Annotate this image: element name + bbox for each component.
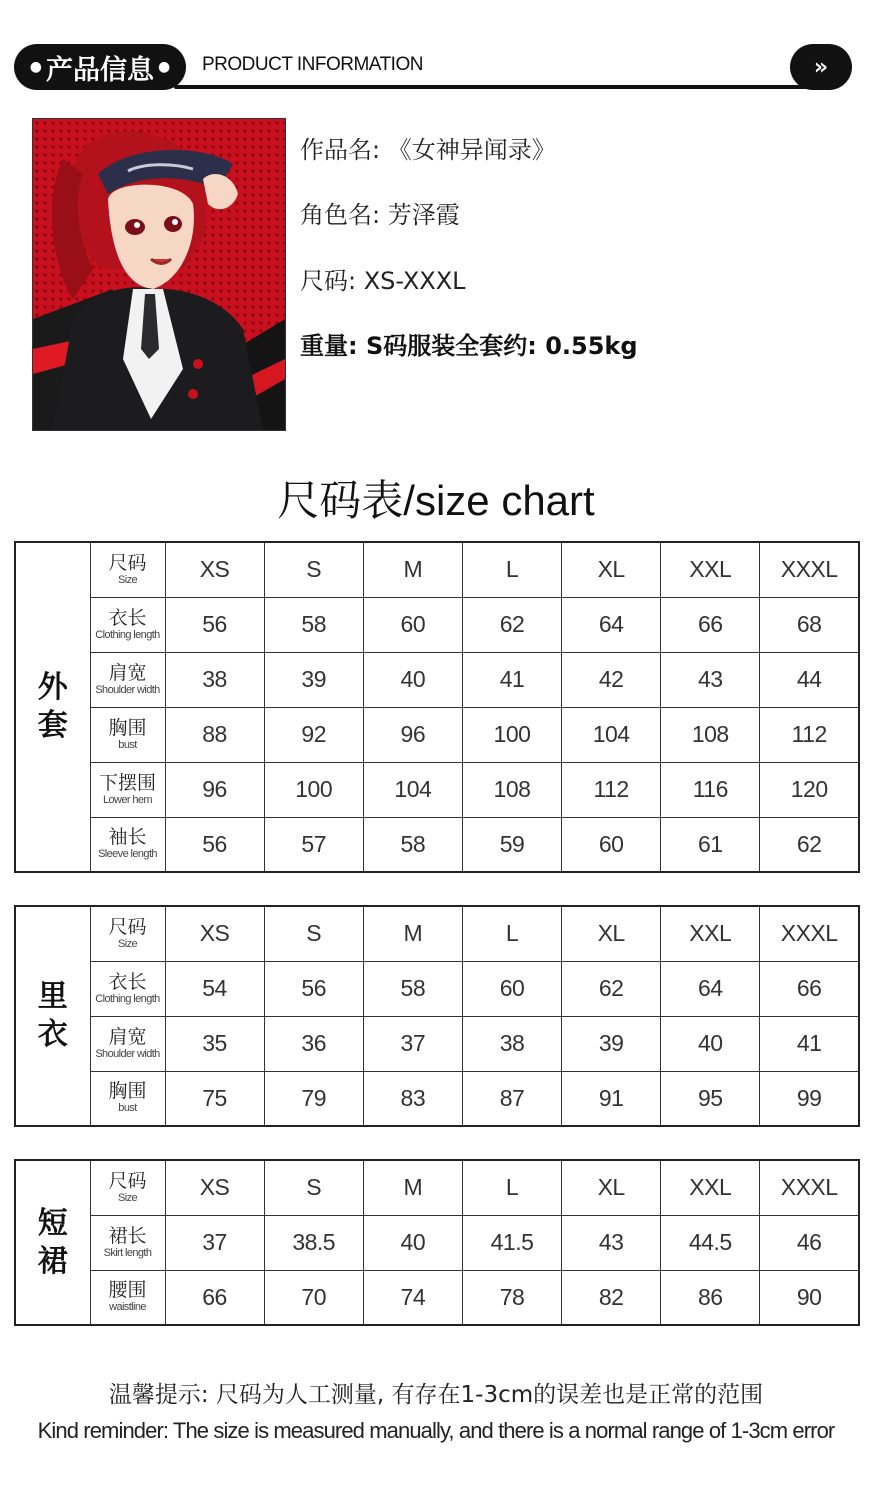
table-row bbox=[15, 542, 859, 597]
row-label-cn: 下摆围 bbox=[98, 771, 156, 794]
table-cell: 66 bbox=[661, 597, 760, 652]
size-header-cell: XXXL bbox=[760, 906, 859, 961]
table-cell: 38.5 bbox=[264, 1215, 363, 1270]
size-header-cell: XXL bbox=[661, 906, 760, 961]
table-cell: 38 bbox=[165, 652, 264, 707]
row-label-cn: 胸围 bbox=[108, 1080, 147, 1103]
table-row bbox=[15, 707, 859, 762]
table-cell: 112 bbox=[562, 762, 661, 817]
character-image bbox=[32, 118, 286, 431]
table-cell: 57 bbox=[264, 817, 363, 872]
row-label-en: Clothing length bbox=[95, 628, 160, 641]
table-cell: 70 bbox=[264, 1270, 363, 1325]
size-header-cell: M bbox=[363, 1160, 462, 1215]
row-label-cn: 腰围 bbox=[108, 1279, 147, 1302]
garment-group-char: 套 bbox=[37, 708, 68, 743]
table-cell: 90 bbox=[760, 1270, 859, 1325]
table-cell: 58 bbox=[363, 817, 462, 872]
table-cell: 60 bbox=[363, 597, 462, 652]
table-cell: 37 bbox=[363, 1016, 462, 1071]
row-label bbox=[90, 906, 165, 961]
garment-group-char: 外 bbox=[37, 670, 68, 705]
table-cell: 44.5 bbox=[661, 1215, 760, 1270]
row-label-en: bust bbox=[118, 1102, 137, 1115]
table-cell: 74 bbox=[363, 1270, 462, 1325]
size-header-cell: L bbox=[462, 542, 561, 597]
garment-group-char: 裙 bbox=[37, 1243, 68, 1279]
size-header-cell: XXL bbox=[661, 542, 760, 597]
table-cell: 68 bbox=[760, 597, 859, 652]
character-name: 角色名: 芳泽霞 bbox=[300, 201, 460, 229]
size-header-cell: XL bbox=[562, 906, 661, 961]
work-name: 作品名: 《女神异闻录》 bbox=[300, 136, 556, 164]
row-label-en: Size bbox=[118, 573, 137, 586]
table-cell: 79 bbox=[264, 1071, 363, 1126]
row-label-cn: 衣长 bbox=[108, 606, 147, 629]
row-label-cn: 肩宽 bbox=[108, 661, 147, 684]
row-label-en: Shoulder width bbox=[95, 1047, 160, 1060]
size-header-cell: XS bbox=[165, 542, 264, 597]
table-cell: 60 bbox=[462, 961, 561, 1016]
table-cell: 56 bbox=[165, 597, 264, 652]
reminder-cn: 温馨提示: 尺码为人工测量, 有存在1-3cm的误差也是正常的范围 bbox=[108, 1382, 764, 1408]
table-cell: 43 bbox=[661, 652, 760, 707]
character-illustration bbox=[33, 119, 285, 430]
size-table-inner-shirt bbox=[14, 905, 860, 1127]
weight-info: 重量: S码服装全套约: 0.55kg bbox=[300, 332, 638, 360]
table-cell: 78 bbox=[462, 1270, 561, 1325]
size-header-cell: XXXL bbox=[760, 1160, 859, 1215]
table-cell: 56 bbox=[264, 961, 363, 1016]
row-label-en: Clothing length bbox=[95, 992, 160, 1005]
table-row bbox=[15, 1270, 859, 1325]
row-label bbox=[90, 762, 165, 817]
row-label-en: Skirt length bbox=[103, 1246, 152, 1259]
table-cell: 82 bbox=[562, 1270, 661, 1325]
table-cell: 42 bbox=[562, 652, 661, 707]
size-header-cell: XL bbox=[562, 542, 661, 597]
table-cell: 108 bbox=[661, 707, 760, 762]
table-cell: 112 bbox=[760, 707, 859, 762]
row-label-en: waistline bbox=[109, 1301, 146, 1314]
size-range: 尺码: XS-XXXL bbox=[300, 267, 466, 295]
row-label-cn: 肩宽 bbox=[108, 1025, 147, 1048]
table-cell: 56 bbox=[165, 817, 264, 872]
row-label-cn: 胸围 bbox=[108, 716, 147, 739]
table-cell: 41.5 bbox=[462, 1215, 561, 1270]
row-label-en: Size bbox=[118, 937, 137, 950]
row-label bbox=[90, 707, 165, 762]
table-row bbox=[15, 652, 859, 707]
table-cell: 62 bbox=[562, 961, 661, 1016]
row-label bbox=[90, 652, 165, 707]
size-header-cell: XXXL bbox=[760, 542, 859, 597]
row-label bbox=[90, 542, 165, 597]
table-cell: 54 bbox=[165, 961, 264, 1016]
table-cell: 40 bbox=[363, 652, 462, 707]
size-header-cell: XL bbox=[562, 1160, 661, 1215]
row-label-cn: 裙长 bbox=[108, 1224, 147, 1247]
size-header-cell: M bbox=[363, 542, 462, 597]
table-cell: 58 bbox=[264, 597, 363, 652]
table-row bbox=[15, 817, 859, 872]
table-cell: 96 bbox=[165, 762, 264, 817]
table-cell: 35 bbox=[165, 1016, 264, 1071]
size-chart-title: 尺码表/size chart bbox=[277, 477, 595, 524]
table-cell: 44 bbox=[760, 652, 859, 707]
reminder-en: Kind reminder: The size is measured manually, and there is a normal range of 1-3cm error bbox=[37, 1418, 835, 1443]
table-cell: 99 bbox=[760, 1071, 859, 1126]
garment-group-label bbox=[15, 1160, 90, 1325]
table-cell: 104 bbox=[363, 762, 462, 817]
table-row bbox=[15, 762, 859, 817]
row-label-cn: 尺码 bbox=[108, 551, 147, 574]
table-cell: 43 bbox=[562, 1215, 661, 1270]
table-cell: 58 bbox=[363, 961, 462, 1016]
table-cell: 91 bbox=[562, 1071, 661, 1126]
size-header-cell: XS bbox=[165, 906, 264, 961]
table-cell: 86 bbox=[661, 1270, 760, 1325]
garment-group-label bbox=[15, 906, 90, 1126]
header-end-cap bbox=[790, 44, 852, 90]
table-row bbox=[15, 1071, 859, 1126]
table-cell: 66 bbox=[760, 961, 859, 1016]
table-cell: 96 bbox=[363, 707, 462, 762]
table-row bbox=[15, 597, 859, 652]
row-label-en: Sleeve length bbox=[98, 848, 157, 861]
row-label-en: bust bbox=[118, 738, 137, 751]
size-header-cell: S bbox=[264, 1160, 363, 1215]
table-cell: 92 bbox=[264, 707, 363, 762]
row-label bbox=[90, 1016, 165, 1071]
size-header-cell: XXL bbox=[661, 1160, 760, 1215]
dot-icon: ● bbox=[29, 59, 42, 75]
row-label bbox=[90, 817, 165, 872]
size-header-cell: L bbox=[462, 1160, 561, 1215]
row-label-en: Size bbox=[118, 1191, 137, 1204]
row-label bbox=[90, 1160, 165, 1215]
row-label bbox=[90, 961, 165, 1016]
garment-group-char: 短 bbox=[37, 1205, 68, 1241]
row-label-en: Shoulder width bbox=[95, 683, 160, 696]
table-cell: 37 bbox=[165, 1215, 264, 1270]
row-label bbox=[90, 1270, 165, 1325]
table-row bbox=[15, 1160, 859, 1215]
table-cell: 39 bbox=[562, 1016, 661, 1071]
table-cell: 36 bbox=[264, 1016, 363, 1071]
table-cell: 46 bbox=[760, 1215, 859, 1270]
table-cell: 39 bbox=[264, 652, 363, 707]
table-cell: 83 bbox=[363, 1071, 462, 1126]
table-cell: 104 bbox=[562, 707, 661, 762]
table-cell: 41 bbox=[462, 652, 561, 707]
header-title-en: PRODUCT INFORMATION bbox=[202, 54, 423, 75]
garment-group-label bbox=[15, 542, 90, 872]
table-row bbox=[15, 1016, 859, 1071]
table-cell: 64 bbox=[661, 961, 760, 1016]
size-header-cell: XS bbox=[165, 1160, 264, 1215]
row-label-en: Lower hem bbox=[102, 793, 152, 806]
table-cell: 59 bbox=[462, 817, 561, 872]
size-table-skirt bbox=[14, 1159, 860, 1326]
table-cell: 75 bbox=[165, 1071, 264, 1126]
table-cell: 100 bbox=[264, 762, 363, 817]
table-row bbox=[15, 1215, 859, 1270]
table-row bbox=[15, 961, 859, 1016]
table-cell: 108 bbox=[462, 762, 561, 817]
row-label bbox=[90, 1071, 165, 1126]
table-cell: 61 bbox=[661, 817, 760, 872]
double-chevron-icon: » bbox=[813, 54, 829, 80]
header-underline bbox=[174, 85, 812, 89]
header-title-cn: 产品信息 bbox=[46, 54, 154, 86]
table-cell: 64 bbox=[562, 597, 661, 652]
table-cell: 40 bbox=[363, 1215, 462, 1270]
table-cell: 60 bbox=[562, 817, 661, 872]
row-label-cn: 尺码 bbox=[108, 915, 147, 938]
size-header-cell: S bbox=[264, 906, 363, 961]
table-cell: 40 bbox=[661, 1016, 760, 1071]
row-label-cn: 尺码 bbox=[108, 1169, 147, 1192]
product-info-header bbox=[14, 42, 852, 92]
size-header-cell: M bbox=[363, 906, 462, 961]
table-cell: 100 bbox=[462, 707, 561, 762]
table-cell: 41 bbox=[760, 1016, 859, 1071]
size-header-cell: L bbox=[462, 906, 561, 961]
table-cell: 38 bbox=[462, 1016, 561, 1071]
table-cell: 120 bbox=[760, 762, 859, 817]
garment-group-char: 里 bbox=[37, 979, 68, 1014]
row-label-cn: 袖长 bbox=[108, 826, 147, 849]
size-header-cell: S bbox=[264, 542, 363, 597]
size-table-jacket bbox=[14, 541, 860, 873]
table-cell: 88 bbox=[165, 707, 264, 762]
row-label bbox=[90, 597, 165, 652]
table-cell: 62 bbox=[462, 597, 561, 652]
table-cell: 62 bbox=[760, 817, 859, 872]
garment-group-char: 衣 bbox=[37, 1017, 68, 1052]
table-cell: 95 bbox=[661, 1071, 760, 1126]
table-cell: 66 bbox=[165, 1270, 264, 1325]
dot-icon: ● bbox=[158, 59, 171, 75]
table-row bbox=[15, 906, 859, 961]
row-label bbox=[90, 1215, 165, 1270]
row-label-cn: 衣长 bbox=[108, 970, 147, 993]
table-cell: 116 bbox=[661, 762, 760, 817]
table-cell: 87 bbox=[462, 1071, 561, 1126]
header-title-pill bbox=[14, 44, 186, 90]
